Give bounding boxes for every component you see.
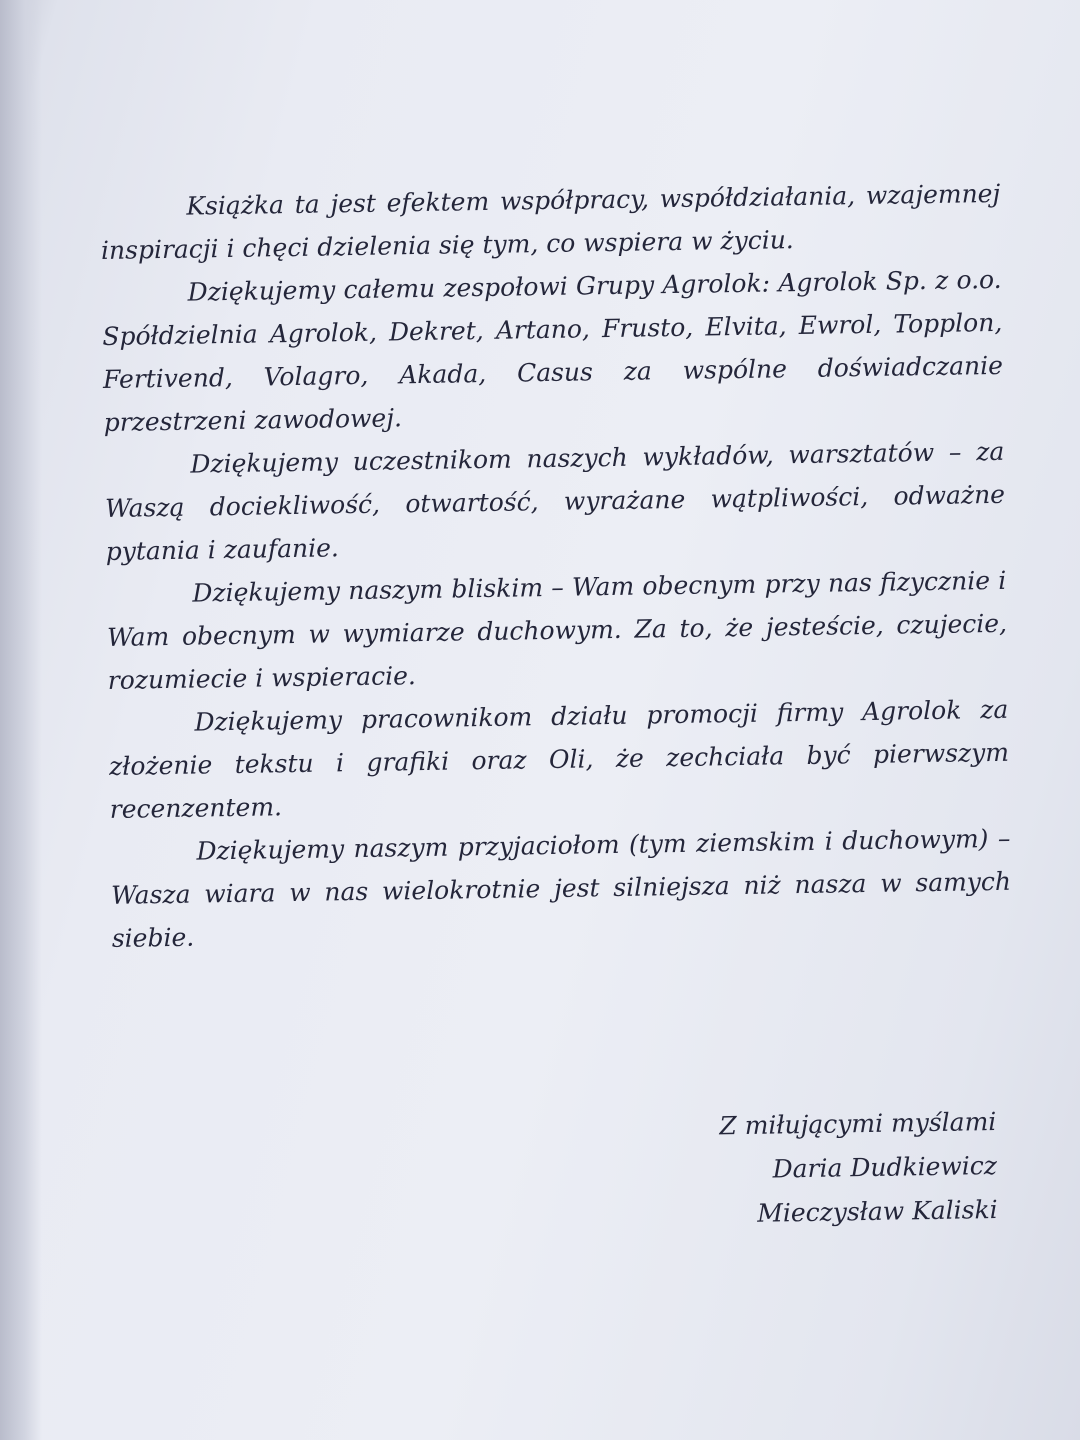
signature-author-2: Mieczysław Kaliski [757,1194,998,1228]
paragraph-family-thanks: Dziękujemy naszym bliskim – Wam obecnym przy nas fizycznie i Wam obecnym w wymiarze duchowym. Za to, że jesteście, czujecie, rozumiecie i wspieracie. [106,565,1008,695]
paragraph-team-thanks: Dziękujemy całemu zespołowi Grupy Agrolok: Agrolok Sp. z o.o. Spółdzielnia Agrolok, Dekret, Artano, Frusto, Elvita, Ewrol, Topplon, Fertivend, Volagro, Akada, Casus za wspólne doświadczanie przestrzeni zawodowej. [102,264,1004,437]
signature-closing: Z miłującymi myślami [719,1106,997,1141]
acknowledgements-text [100,172,1012,960]
paragraph-intro: Książka ta jest efektem współpracy, współdziałania, wzajemnej inspiracji i chęci dzielenia się tym, co wspiera w życiu. [100,178,1001,265]
paragraph-promotion-thanks: Dziękujemy pracownikom działu promocji firmy Agrolok za złożenie tekstu i grafiki oraz Oli, że zechciała być pierwszym recenzentem. [108,694,1010,824]
page-gutter-shadow [0,0,42,1440]
signature-block [719,1100,998,1236]
paragraph-participants-thanks: Dziękujemy uczestnikom naszych wykładów, warsztatów – za Waszą dociekliwość, otwartość, wyrażane wątpliwości, odważne pytania i zaufanie. [104,436,1006,566]
paragraph-friends-thanks: Dziękujemy naszym przyjaciołom (tym ziemskim i duchowym) – Wasza wiara w nas wielokrotnie jest silniejsza niż nasza w samych siebie. [110,823,1012,953]
signature-author-1: Daria Dudkiewicz [772,1150,998,1184]
